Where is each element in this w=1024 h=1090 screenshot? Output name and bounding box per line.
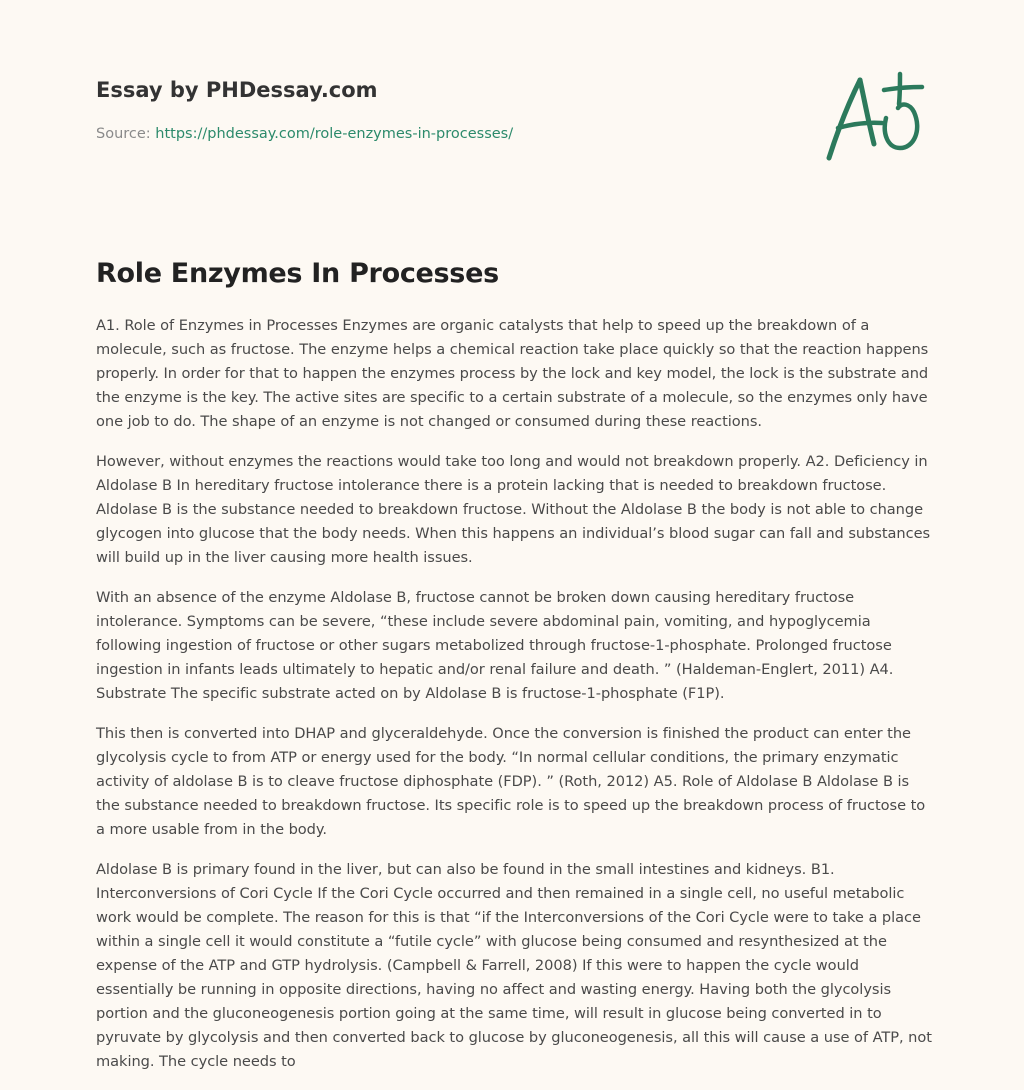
essay-paragraph: With an absence of the enzyme Aldolase B, fructose cannot be broken down causing hereditary fructose intolerance. Symptoms can be severe, “these include severe abdominal pain, vomiting, and hypoglycemia following ingestion of fructose or other sugars metabolized through fructose-1-phosphate. Prolonged fructose ingestion in infants leads ultimately to hepatic and/or renal failure and death. ” (Haldeman-Englert, 2011) A4. Substrate The specific substrate acted on by Aldolase B is fructose-1-phosphate (F1P).: [96, 589, 894, 702]
essay-paragraph: Aldolase B is primary found in the liver, but can also be found in the small intestines and kidneys. B1. Interconversions of Cori Cycle If the Cori Cycle occurred and then remained in a single cell, no useful metabolic work would be complete. The reason for this is that “if the Interconversions of the Cori Cycle were to take a place within a single cell it would constitute a “futile cycle” with glucose being consumed and resynthesized at the expense of the ATP and GTP hydrolysis. (Campbell & Farrell, 2008) If this were to happen the cycle would essentially be running in opposite directions, having no affect and wasting energy. Having both the glycolysis portion and the gluconeogenesis portion going at the same time, will result in glucose being converted in to pyruvate by glycolysis and then converted back to glucose by gluconeogenesis, all this will cause a use of ATP, not making. The cycle needs to: [96, 861, 932, 1070]
essay-header: [96, 76, 736, 144]
a-plus-grade-icon: [822, 68, 928, 166]
source-label: Source:: [96, 126, 156, 142]
brand-title: Essay by PHDessay.com: [96, 78, 378, 102]
essay-paragraph: This then is converted into DHAP and glyceraldehyde. Once the conversion is finished the product can enter the glycolysis cycle to from ATP or energy used for the body. “In normal cellular conditions, the primary enzymatic activity of aldolase B is to cleave fructose diphosphate (FDP). ” (Roth, 2012) A5. Role of Aldolase B Aldolase B is the substance needed to breakdown fructose. Its specific role is to speed up the breakdown process of fructose to a more usable from in the body.: [96, 725, 926, 838]
essay-paragraph: A1. Role of Enzymes in Processes Enzymes are organic catalysts that help to speed up the breakdown of a molecule, such as fructose. The enzyme helps a chemical reaction take place quickly so that the reaction happens properly. In order for that to happen the enzymes process by the lock and key model, the lock is the substrate and the enzyme is the key. The active sites are specific to a certain substrate of a molecule, so the enzymes only have one job to do. The shape of an enzyme is not changed or consumed during these reactions.: [96, 317, 929, 430]
source-link[interactable]: https://phdessay.com/role-enzymes-in-processes/: [155, 126, 514, 142]
essay-title: Role Enzymes In Processes: [96, 258, 499, 289]
essay-body: [96, 314, 934, 1090]
source-line: [96, 124, 736, 144]
essay-paragraph: However, without enzymes the reactions would take too long and would not breakdown properly. A2. Deficiency in Aldolase B In hereditary fructose intolerance there is a protein lacking that is needed to breakdown fructose. Aldolase B is the substance needed to breakdown fructose. Without the Aldolase B the body is not able to change glycogen into glucose that the body needs. When this happens an individual’s blood sugar can fall and substances will build up in the liver causing more health issues.: [96, 453, 931, 566]
